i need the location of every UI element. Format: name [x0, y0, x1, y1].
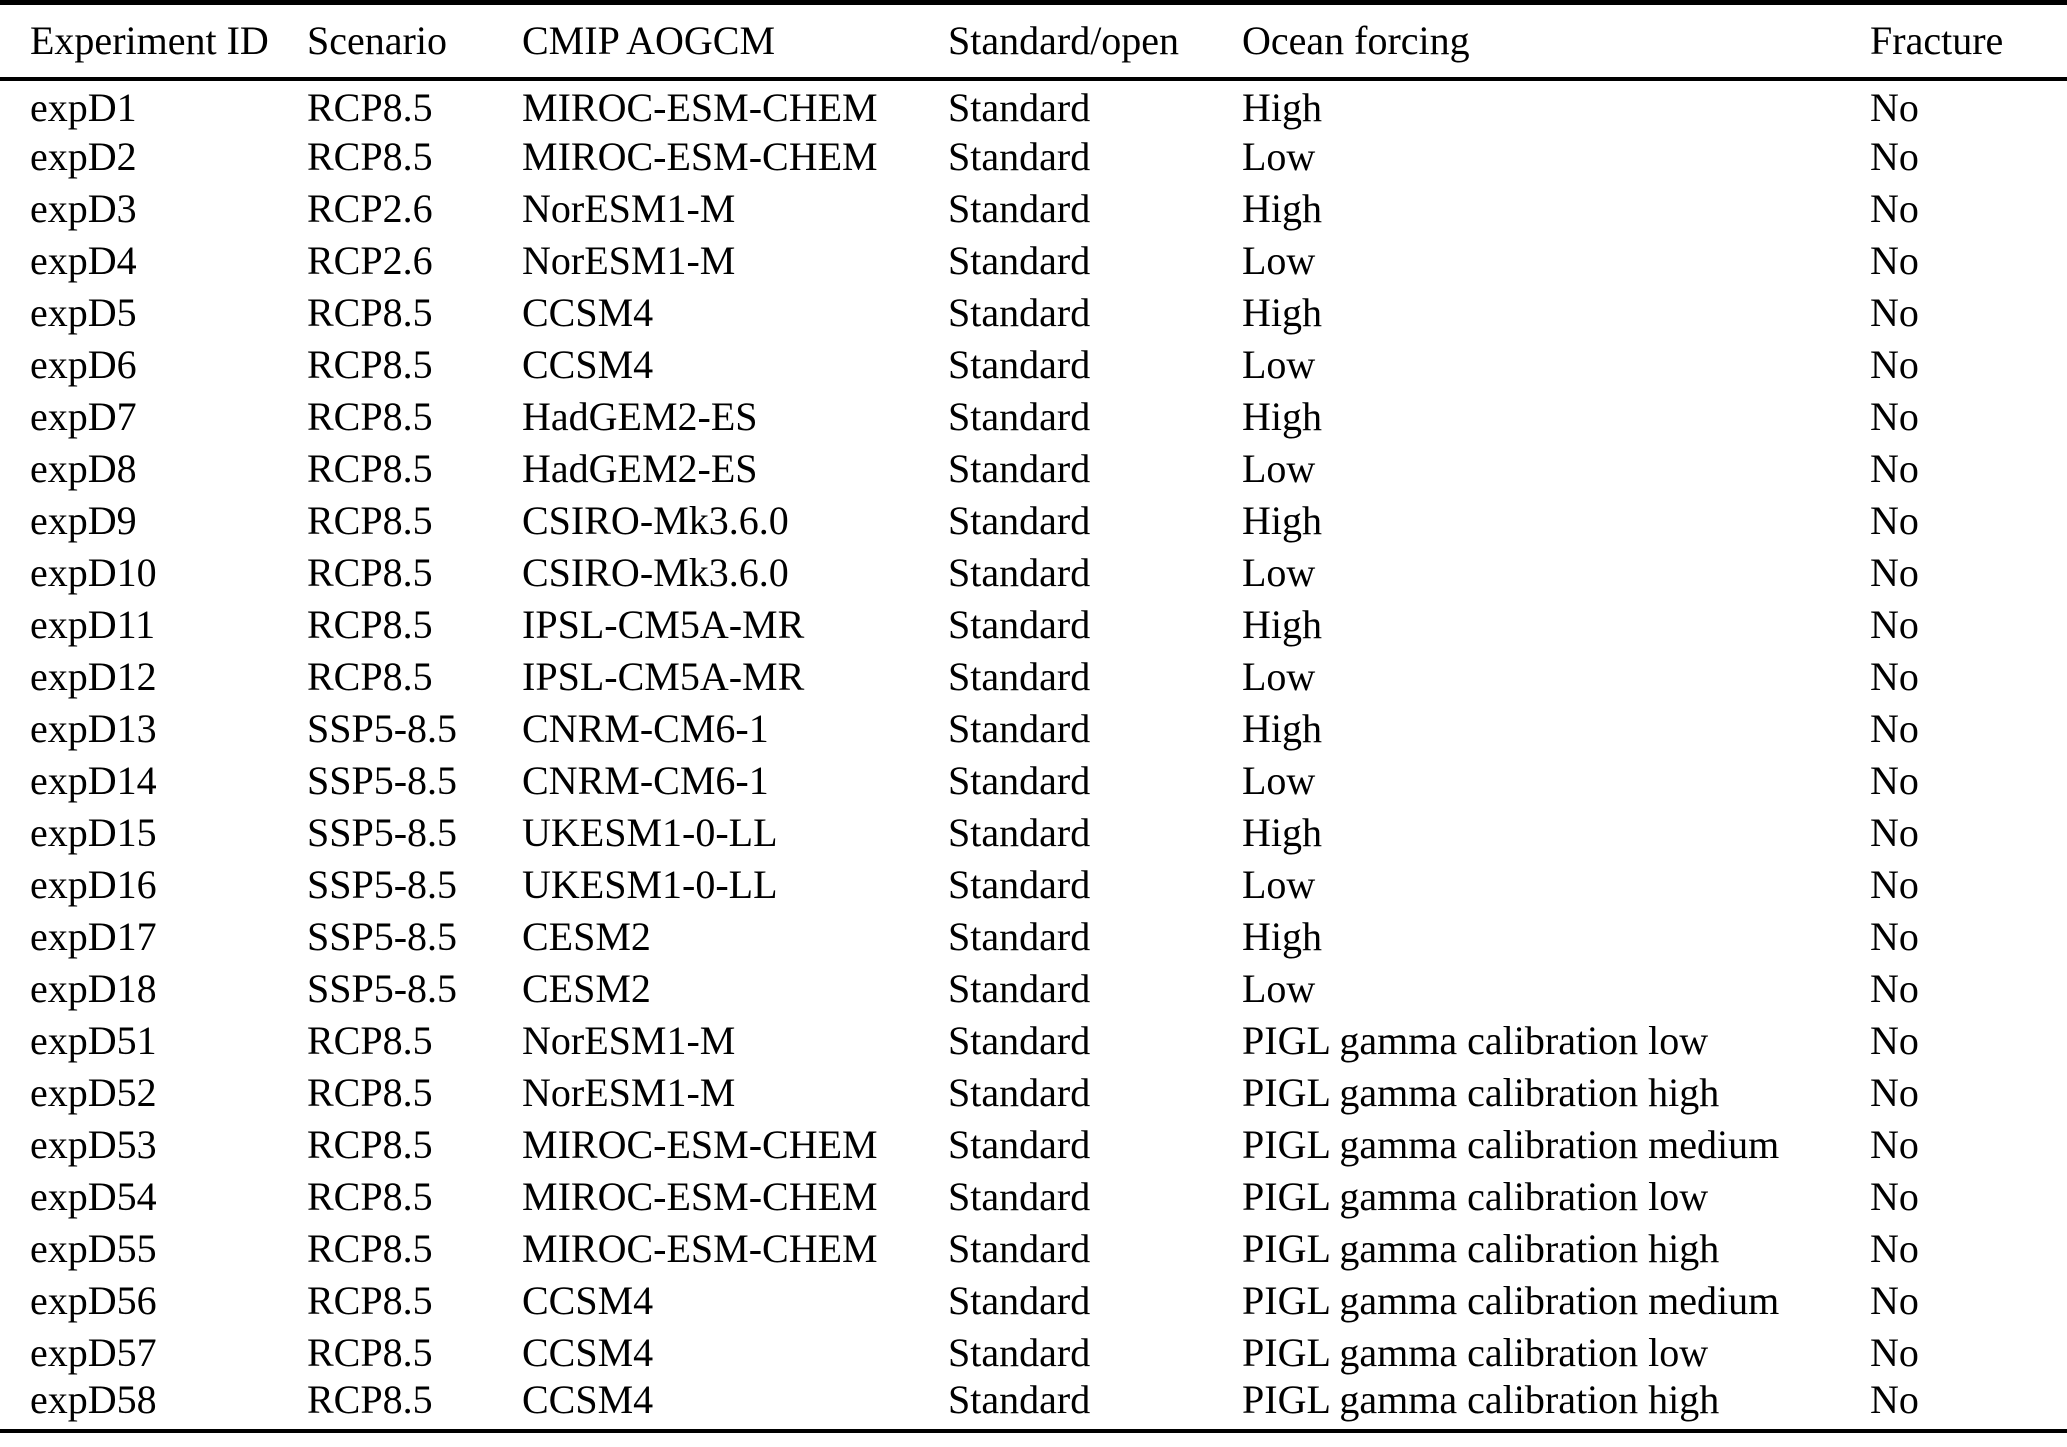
cell-fracture: No [1870, 393, 1919, 439]
cell-ocean-forcing: PIGL gamma calibration high [1242, 1225, 1720, 1271]
cell-standard-open: Standard [948, 1378, 1091, 1422]
cell-scenario: RCP8.5 [307, 1329, 433, 1375]
cell-scenario: RCP8.5 [307, 341, 433, 387]
cell-experiment-id: expD53 [30, 1121, 157, 1167]
table-row [0, 391, 2067, 443]
cell-cmip-aogcm: MIROC-ESM-CHEM [522, 133, 878, 179]
cell-cmip-aogcm: CESM2 [522, 913, 651, 959]
cell-cmip-aogcm: CSIRO-Mk3.6.0 [522, 497, 789, 543]
cell-experiment-id: expD16 [30, 861, 157, 907]
cell-standard-open: Standard [948, 445, 1091, 491]
cell-cmip-aogcm: CNRM-CM6-1 [522, 705, 769, 751]
cell-scenario: RCP8.5 [307, 497, 433, 543]
table-row [0, 79, 2067, 131]
cell-cmip-aogcm: MIROC-ESM-CHEM [522, 84, 878, 130]
table-row [0, 807, 2067, 859]
cell-cmip-aogcm: UKESM1-0-LL [522, 809, 778, 855]
table-row [0, 1379, 2067, 1431]
cell-cmip-aogcm: NorESM1-M [522, 1069, 736, 1115]
cell-ocean-forcing: Low [1242, 341, 1316, 387]
cell-experiment-id: expD5 [30, 289, 137, 335]
table-row [0, 1171, 2067, 1223]
cell-experiment-id: expD1 [30, 84, 137, 130]
cell-experiment-id: expD9 [30, 497, 137, 543]
table-row [0, 495, 2067, 547]
table-row [0, 755, 2067, 807]
cell-fracture: No [1870, 185, 1919, 231]
cell-experiment-id: expD3 [30, 185, 137, 231]
cell-scenario: RCP8.5 [307, 393, 433, 439]
cell-experiment-id: expD57 [30, 1329, 157, 1375]
cell-ocean-forcing: High [1242, 705, 1322, 751]
cell-scenario: RCP8.5 [307, 84, 433, 130]
cell-scenario: SSP5-8.5 [307, 861, 458, 907]
cell-fracture: No [1870, 549, 1919, 595]
cell-scenario: RCP8.5 [307, 1121, 433, 1167]
cell-standard-open: Standard [948, 393, 1091, 439]
cell-standard-open: Standard [948, 913, 1091, 959]
cell-experiment-id: expD58 [30, 1378, 157, 1422]
cell-ocean-forcing: PIGL gamma calibration medium [1242, 1121, 1780, 1167]
cell-scenario: RCP8.5 [307, 1277, 433, 1323]
cell-cmip-aogcm: CCSM4 [522, 341, 654, 387]
table-row [0, 1015, 2067, 1067]
cell-standard-open: Standard [948, 341, 1091, 387]
cell-standard-open: Standard [948, 705, 1091, 751]
cell-ocean-forcing: High [1242, 913, 1322, 959]
column-header-cmip-aogcm: CMIP AOGCM [522, 3, 948, 79]
cell-fracture: No [1870, 445, 1919, 491]
cell-scenario: RCP8.5 [307, 1173, 433, 1219]
cell-fracture: No [1870, 1225, 1919, 1271]
cell-ocean-forcing: Low [1242, 861, 1316, 907]
cell-scenario: RCP8.5 [307, 1069, 433, 1115]
table-row [0, 1275, 2067, 1327]
cell-ocean-forcing: High [1242, 185, 1322, 231]
cell-standard-open: Standard [948, 1329, 1091, 1375]
cell-experiment-id: expD52 [30, 1069, 157, 1115]
cell-cmip-aogcm: CCSM4 [522, 289, 654, 335]
cell-experiment-id: expD2 [30, 133, 137, 179]
cell-cmip-aogcm: HadGEM2-ES [522, 445, 758, 491]
cell-ocean-forcing: PIGL gamma calibration low [1242, 1329, 1709, 1375]
cell-fracture: No [1870, 965, 1919, 1011]
cell-standard-open: Standard [948, 1069, 1091, 1115]
table-row [0, 235, 2067, 287]
cell-scenario: RCP8.5 [307, 653, 433, 699]
cell-fracture: No [1870, 133, 1919, 179]
cell-fracture: No [1870, 913, 1919, 959]
cell-standard-open: Standard [948, 1277, 1091, 1323]
cell-ocean-forcing: Low [1242, 549, 1316, 595]
cell-scenario: RCP8.5 [307, 1378, 433, 1422]
cell-cmip-aogcm: NorESM1-M [522, 185, 736, 231]
cell-standard-open: Standard [948, 861, 1091, 907]
table-body [0, 79, 2067, 1431]
table-row [0, 859, 2067, 911]
cell-scenario: SSP5-8.5 [307, 809, 458, 855]
cell-ocean-forcing: High [1242, 809, 1322, 855]
cell-scenario: SSP5-8.5 [307, 965, 458, 1011]
cell-experiment-id: expD14 [30, 757, 157, 803]
cell-standard-open: Standard [948, 653, 1091, 699]
cell-ocean-forcing: Low [1242, 653, 1316, 699]
cell-scenario: RCP8.5 [307, 445, 433, 491]
cell-fracture: No [1870, 705, 1919, 751]
cell-ocean-forcing: PIGL gamma calibration medium [1242, 1277, 1780, 1323]
cell-experiment-id: expD51 [30, 1017, 157, 1063]
cell-scenario: RCP8.5 [307, 133, 433, 179]
column-header-experiment-id: Experiment ID [0, 3, 307, 79]
cell-scenario: RCP8.5 [307, 549, 433, 595]
cell-standard-open: Standard [948, 809, 1091, 855]
table-row [0, 287, 2067, 339]
table-row [0, 547, 2067, 599]
cell-experiment-id: expD56 [30, 1277, 157, 1323]
cell-cmip-aogcm: MIROC-ESM-CHEM [522, 1173, 878, 1219]
cell-standard-open: Standard [948, 185, 1091, 231]
cell-experiment-id: expD4 [30, 237, 137, 283]
cell-cmip-aogcm: CSIRO-Mk3.6.0 [522, 549, 789, 595]
cell-ocean-forcing: High [1242, 601, 1322, 647]
table-row [0, 599, 2067, 651]
cell-cmip-aogcm: IPSL-CM5A-MR [522, 653, 805, 699]
cell-ocean-forcing: High [1242, 84, 1322, 130]
cell-ocean-forcing: Low [1242, 757, 1316, 803]
cell-fracture: No [1870, 861, 1919, 907]
cell-scenario: RCP8.5 [307, 601, 433, 647]
column-header-fracture: Fracture [1870, 3, 2067, 79]
cell-cmip-aogcm: CCSM4 [522, 1277, 654, 1323]
cell-experiment-id: expD18 [30, 965, 157, 1011]
cell-ocean-forcing: High [1242, 393, 1322, 439]
table-row [0, 1067, 2067, 1119]
cell-fracture: No [1870, 1173, 1919, 1219]
cell-fracture: No [1870, 1017, 1919, 1063]
cell-scenario: RCP8.5 [307, 1017, 433, 1063]
cell-experiment-id: expD12 [30, 653, 157, 699]
cell-fracture: No [1870, 757, 1919, 803]
cell-standard-open: Standard [948, 1121, 1091, 1167]
cell-ocean-forcing: Low [1242, 965, 1316, 1011]
cell-cmip-aogcm: NorESM1-M [522, 237, 736, 283]
cell-experiment-id: expD7 [30, 393, 137, 439]
cell-scenario: SSP5-8.5 [307, 757, 458, 803]
cell-fracture: No [1870, 341, 1919, 387]
cell-experiment-id: expD55 [30, 1225, 157, 1271]
cell-ocean-forcing: PIGL gamma calibration low [1242, 1017, 1709, 1063]
cell-fracture: No [1870, 601, 1919, 647]
cell-experiment-id: expD11 [30, 601, 156, 647]
cell-fracture: No [1870, 1069, 1919, 1115]
cell-standard-open: Standard [948, 601, 1091, 647]
cell-ocean-forcing: PIGL gamma calibration high [1242, 1378, 1720, 1422]
cell-experiment-id: expD13 [30, 705, 157, 751]
cell-scenario: SSP5-8.5 [307, 705, 458, 751]
cell-standard-open: Standard [948, 1173, 1091, 1219]
cell-fracture: No [1870, 809, 1919, 855]
cell-standard-open: Standard [948, 289, 1091, 335]
cell-ocean-forcing: Low [1242, 133, 1316, 179]
cell-ocean-forcing: Low [1242, 445, 1316, 491]
table-row [0, 651, 2067, 703]
header-row [0, 3, 2067, 79]
cell-cmip-aogcm: MIROC-ESM-CHEM [522, 1225, 878, 1271]
table-row [0, 703, 2067, 755]
cell-standard-open: Standard [948, 1225, 1091, 1271]
cell-fracture: No [1870, 653, 1919, 699]
cell-scenario: RCP2.6 [307, 185, 433, 231]
table-row [0, 131, 2067, 183]
cell-cmip-aogcm: NorESM1-M [522, 1017, 736, 1063]
cell-standard-open: Standard [948, 965, 1091, 1011]
cell-standard-open: Standard [948, 497, 1091, 543]
cell-cmip-aogcm: MIROC-ESM-CHEM [522, 1121, 878, 1167]
cell-scenario: SSP5-8.5 [307, 913, 458, 959]
cell-fracture: No [1870, 237, 1919, 283]
cell-standard-open: Standard [948, 84, 1091, 130]
cell-ocean-forcing: High [1242, 497, 1322, 543]
cell-cmip-aogcm: HadGEM2-ES [522, 393, 758, 439]
column-header-standard-open: Standard/open [948, 3, 1242, 79]
cell-cmip-aogcm: CESM2 [522, 965, 651, 1011]
table-row [0, 1223, 2067, 1275]
table-row [0, 1119, 2067, 1171]
cell-experiment-id: expD15 [30, 809, 157, 855]
table-row [0, 911, 2067, 963]
cell-standard-open: Standard [948, 757, 1091, 803]
table-row [0, 183, 2067, 235]
table-row [0, 443, 2067, 495]
cell-experiment-id: expD54 [30, 1173, 157, 1219]
cell-fracture: No [1870, 289, 1919, 335]
cell-scenario: RCP8.5 [307, 289, 433, 335]
cell-fracture: No [1870, 1121, 1919, 1167]
cell-standard-open: Standard [948, 549, 1091, 595]
cell-standard-open: Standard [948, 1017, 1091, 1063]
cell-ocean-forcing: PIGL gamma calibration high [1242, 1069, 1720, 1115]
cell-cmip-aogcm: CCSM4 [522, 1378, 654, 1422]
cell-fracture: No [1870, 84, 1919, 130]
cell-cmip-aogcm: IPSL-CM5A-MR [522, 601, 805, 647]
cell-ocean-forcing: PIGL gamma calibration low [1242, 1173, 1709, 1219]
cell-fracture: No [1870, 1378, 1919, 1422]
cell-fracture: No [1870, 1277, 1919, 1323]
column-header-ocean-forcing: Ocean forcing [1242, 3, 1870, 79]
cell-scenario: RCP8.5 [307, 1225, 433, 1271]
cell-cmip-aogcm: CNRM-CM6-1 [522, 757, 769, 803]
table-row [0, 1327, 2067, 1379]
cell-experiment-id: expD10 [30, 549, 157, 595]
table-row [0, 339, 2067, 391]
table-header [0, 3, 2067, 79]
cell-experiment-id: expD17 [30, 913, 157, 959]
column-header-scenario: Scenario [307, 3, 522, 79]
cell-experiment-id: expD8 [30, 445, 137, 491]
table-row [0, 963, 2067, 1015]
cell-ocean-forcing: Low [1242, 237, 1316, 283]
cell-experiment-id: expD6 [30, 341, 137, 387]
cell-fracture: No [1870, 497, 1919, 543]
cell-standard-open: Standard [948, 237, 1091, 283]
cell-scenario: RCP2.6 [307, 237, 433, 283]
cell-fracture: No [1870, 1329, 1919, 1375]
cell-cmip-aogcm: CCSM4 [522, 1329, 654, 1375]
cell-standard-open: Standard [948, 133, 1091, 179]
cell-cmip-aogcm: UKESM1-0-LL [522, 861, 778, 907]
cell-ocean-forcing: High [1242, 289, 1322, 335]
